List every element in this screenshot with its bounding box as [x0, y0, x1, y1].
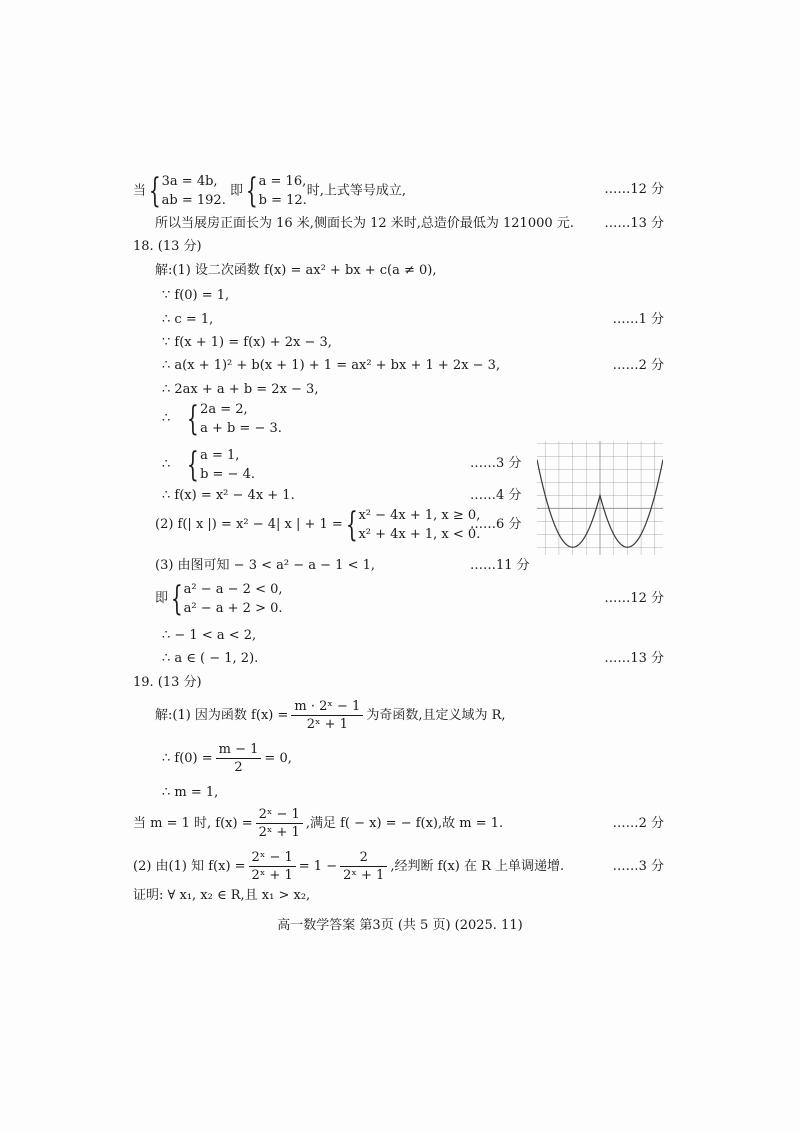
- therefore: ∴: [162, 411, 171, 426]
- eq: a² − a + 2 > 0.: [183, 601, 283, 616]
- system: [200, 446, 255, 484]
- eq: b = 12.: [258, 193, 307, 208]
- score: ……12 分: [604, 591, 664, 606]
- brace: {: [187, 445, 200, 485]
- step: [133, 849, 564, 884]
- therefore: ∴: [162, 457, 171, 472]
- function-graph: [537, 441, 663, 555]
- eq: b = − 4.: [200, 467, 255, 482]
- system-2: [259, 172, 307, 210]
- step: (3) 由图可知 − 3 < a² − a − 1 < 1,: [155, 558, 375, 573]
- step: 解:(1) 设二次函数 f(x) = ax² + bx + c(a ≠ 0),: [155, 263, 437, 278]
- step: 证明: ∀ x₁, x₂ ∈ R,且 x₁ > x₂,: [133, 888, 311, 903]
- denominator: 2ˣ + 1: [343, 868, 385, 883]
- system-1: [162, 172, 226, 210]
- question-18-header: 18. (13 分): [133, 239, 202, 254]
- brace: {: [345, 505, 358, 545]
- system-step: [162, 400, 282, 438]
- step: ∴ 2ax + a + b = 2x − 3,: [162, 382, 319, 397]
- question-19-header: 19. (13 分): [133, 675, 202, 690]
- text: ,满足 f( − x) = − f(x),故 m = 1.: [305, 815, 504, 831]
- text: ,经判断 f(x) 在 R 上单调递增.: [390, 858, 565, 874]
- step: ∴ a(x + 1)² + b(x + 1) + 1 = ax² + bx + 1 + 2x − 3,: [162, 358, 501, 373]
- score: ……3 分: [612, 859, 664, 874]
- numerator: m − 1: [216, 741, 262, 759]
- step: ∴ m = 1,: [162, 785, 219, 800]
- system: [200, 400, 282, 438]
- step: ∵ f(x + 1) = f(x) + 2x − 3,: [162, 335, 332, 350]
- score: ……2 分: [612, 816, 664, 831]
- fraction: [249, 849, 296, 884]
- eq: a + b = − 3.: [200, 421, 282, 436]
- denominator: 2ˣ + 1: [251, 868, 293, 883]
- brace: {: [148, 171, 161, 211]
- step: [162, 741, 292, 776]
- denominator: 2ˣ + 1: [306, 717, 348, 732]
- score: ……1 分: [612, 312, 664, 327]
- page-footer: 高一数学答案 第3页 (共 5 页) (2025. 11): [277, 918, 523, 933]
- step: [133, 806, 503, 841]
- step: ∵ f(0) = 1,: [162, 288, 230, 303]
- eq: 2a = 2,: [200, 402, 248, 417]
- piecewise: [358, 506, 480, 544]
- equality-condition-line: [133, 172, 406, 210]
- conclusion-line: 所以当展房正面长为 16 米,侧面长为 12 米时,总造价最低为 121000 元.: [155, 216, 574, 231]
- fraction: [291, 698, 363, 733]
- denominator: 2: [234, 760, 243, 775]
- text: ∴ f(0) =: [162, 750, 213, 766]
- score: ……12 分: [604, 182, 664, 197]
- eq: a = 16,: [258, 174, 307, 189]
- brace: {: [187, 399, 200, 439]
- numerator: 2: [340, 849, 387, 867]
- brace: {: [170, 579, 183, 619]
- numerator: m · 2ˣ − 1: [291, 698, 363, 716]
- system-step: [162, 446, 255, 484]
- text: 当 m = 1 时, f(x) =: [133, 815, 253, 831]
- step: ∴ a ∈ ( − 1, 2).: [162, 651, 259, 666]
- eq: x² − 4x + 1, x ≥ 0,: [358, 508, 481, 523]
- eq: a² − a − 2 < 0,: [183, 582, 283, 597]
- step: ∴ − 1 < a < 2,: [162, 628, 257, 643]
- text: 为奇函数,且定义域为 R,: [366, 707, 506, 723]
- text-dang: 当: [133, 183, 147, 199]
- step: [155, 698, 506, 733]
- fraction: [216, 741, 262, 776]
- score: ……2 分: [612, 358, 664, 373]
- denominator: 2ˣ + 1: [258, 825, 300, 840]
- text-ji: 即: [229, 183, 243, 199]
- system-step: [155, 580, 283, 618]
- fraction: [340, 849, 387, 884]
- text: = 0,: [264, 750, 292, 766]
- score: ……13 分: [604, 651, 664, 666]
- brace: {: [245, 171, 258, 211]
- step: ∴ c = 1,: [162, 312, 214, 327]
- score: ……6 分: [470, 517, 522, 532]
- text: 时,上式等号成立,: [306, 183, 407, 199]
- text: = 1 −: [298, 858, 338, 874]
- text: 解:(1) 因为函数 f(x) =: [155, 707, 289, 723]
- piecewise-lhs: (2) f(| x |) = x² − 4| x | + 1 =: [155, 517, 343, 532]
- step: ∴ f(x) = x² − 4x + 1.: [162, 488, 295, 503]
- score: ……4 分: [470, 488, 522, 503]
- score: ……11 分: [470, 558, 530, 573]
- text-ji: 即: [155, 591, 169, 606]
- system: [184, 580, 283, 618]
- eq: ab = 192.: [161, 193, 226, 208]
- numerator: 2ˣ − 1: [249, 849, 296, 867]
- score: ……3 分: [470, 456, 522, 471]
- score: ……13 分: [604, 216, 664, 231]
- eq: a = 1,: [200, 448, 240, 463]
- eq: 3a = 4b,: [161, 174, 218, 189]
- fraction: [256, 806, 303, 841]
- graph-grid: [537, 441, 663, 555]
- eq: x² + 4x + 1, x < 0.: [358, 527, 481, 542]
- piecewise-step: [155, 506, 480, 544]
- text: (2) 由(1) 知 f(x) =: [133, 858, 246, 874]
- numerator: 2ˣ − 1: [256, 806, 303, 824]
